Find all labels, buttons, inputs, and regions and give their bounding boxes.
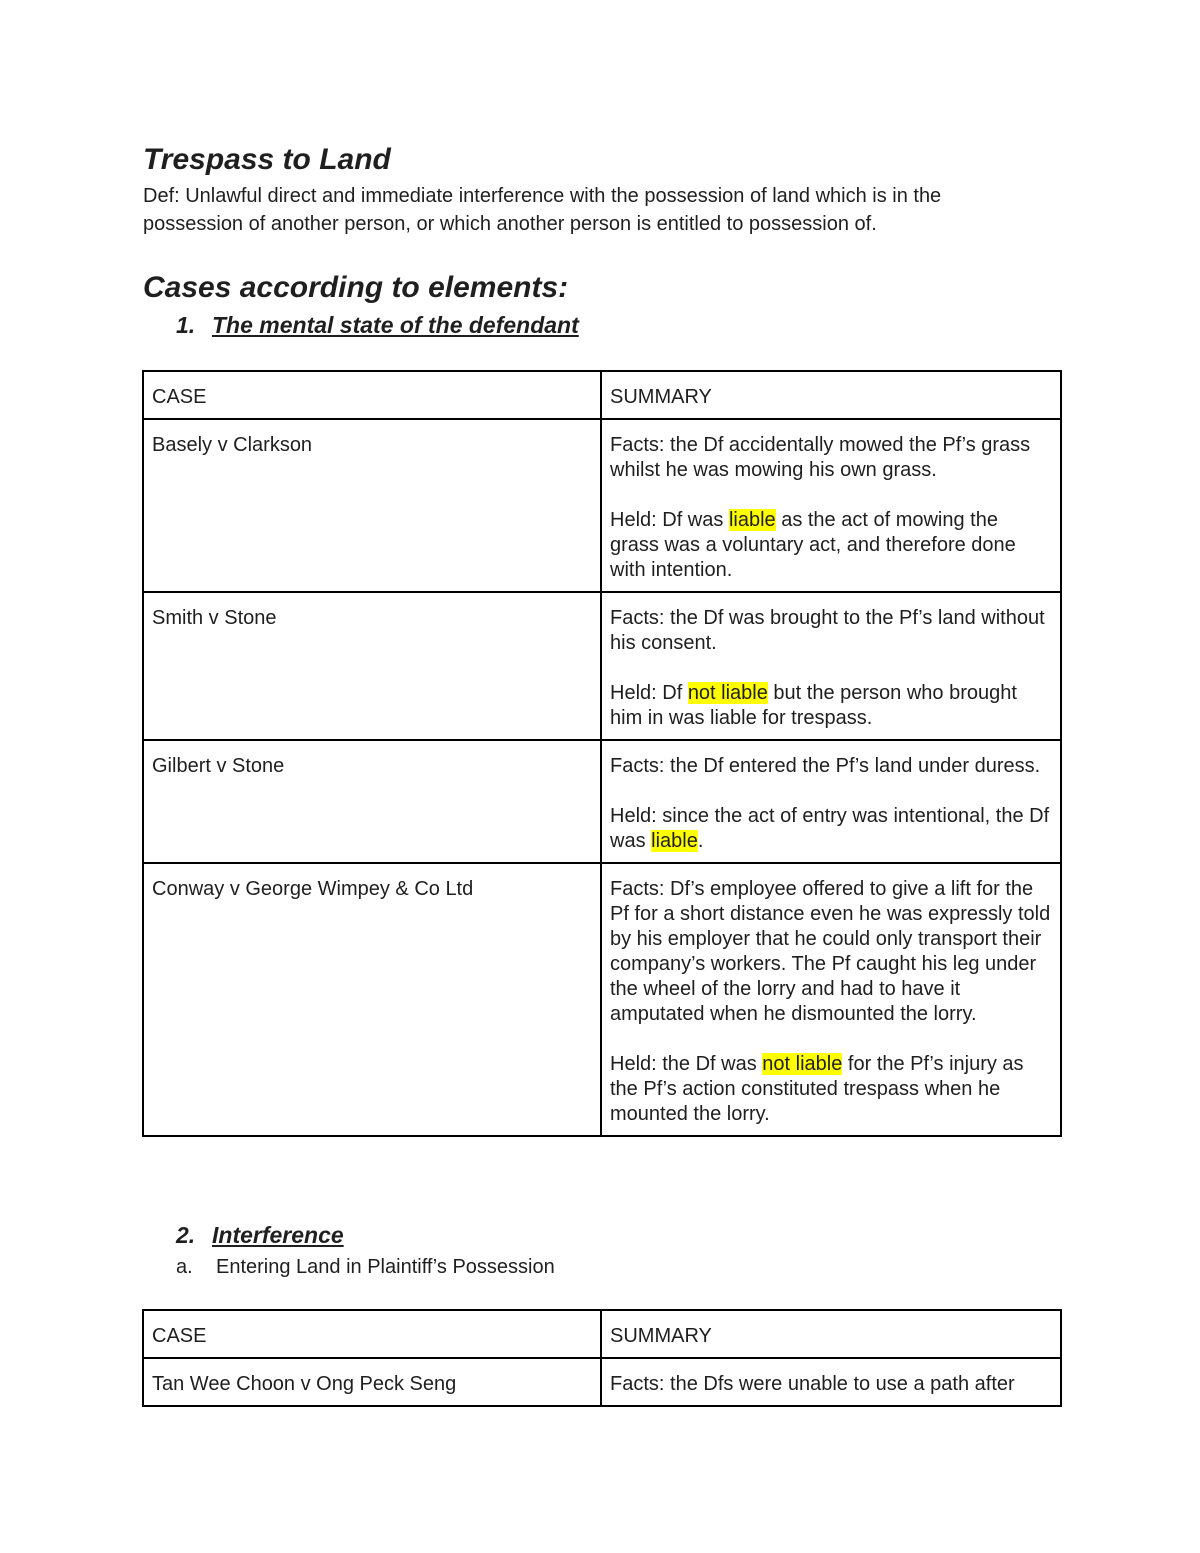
table-row	[143, 592, 1061, 740]
cases-table-interference	[142, 1309, 1062, 1407]
case-name: Basely v Clarkson	[143, 419, 601, 592]
case-summary	[601, 740, 1061, 863]
table-row	[143, 1358, 1061, 1406]
case-summary	[601, 592, 1061, 740]
element-1-label: The mental state of the defendant	[212, 312, 579, 338]
facts-text: Facts: the Df entered the Pf’s land under duress.	[610, 755, 1041, 777]
header-case: CASE	[143, 1310, 601, 1358]
held-suffix: but the person who brought him in was liable for trespass.	[610, 682, 1017, 729]
held-text	[610, 1052, 1052, 1127]
definition-text: Def: Unlawful direct and immediate interference with the possession of land which is in the possession of another person, or which another person is entitled to possession of.	[143, 185, 942, 235]
element-1-heading	[176, 310, 579, 340]
held-text	[610, 804, 1052, 854]
facts-text: Facts: Df’s employee offered to give a lift for the Pf for a short distance even he was expressly told by his employer that he could only transport their company’s workers. The Pf caught his leg under the wheel of the lorry and had to have it amputated when he dismounted the lorry.	[610, 878, 1051, 1025]
element-2-number: 2.	[176, 1222, 196, 1248]
facts-text: Facts: the Dfs were unable to use a path after	[610, 1373, 1015, 1395]
highlighted-verdict: not liable	[762, 1053, 843, 1075]
case-summary	[601, 863, 1061, 1136]
case-summary	[601, 1358, 1061, 1406]
held-suffix: as the act of mowing the grass was a voluntary act, and therefore done with intention.	[610, 509, 1016, 581]
held-prefix: Held: Df was	[610, 509, 729, 531]
element-1-number: 1.	[176, 312, 196, 338]
table-row	[143, 740, 1061, 863]
header-case: CASE	[143, 371, 601, 419]
element-2-label: Interference	[212, 1222, 344, 1248]
facts-text: Facts: the Df was brought to the Pf’s land without his consent.	[610, 607, 1045, 654]
held-suffix: .	[697, 830, 704, 852]
header-summary: SUMMARY	[601, 1310, 1061, 1358]
sub-item-a	[176, 1253, 555, 1281]
case-name: Gilbert v Stone	[143, 740, 601, 863]
table-header-row	[143, 1310, 1061, 1358]
held-suffix: for the Pf’s injury as the Pf’s action constituted trespass when he mounted the lorry.	[610, 1053, 1024, 1125]
cases-table-mental-state	[142, 370, 1062, 1137]
header-summary: SUMMARY	[601, 371, 1061, 419]
table-header-row	[143, 371, 1061, 419]
held-text	[610, 681, 1052, 731]
case-name: Conway v George Wimpey & Co Ltd	[143, 863, 601, 1136]
section-heading: Cases according to elements:	[143, 271, 569, 304]
highlighted-verdict: liable	[651, 830, 698, 852]
sub-item-label: Entering Land in Plaintiff’s Possession	[216, 1256, 555, 1278]
table-row	[143, 863, 1061, 1136]
held-prefix: Held: Df	[610, 682, 688, 704]
facts-text: Facts: the Df accidentally mowed the Pf’s grass whilst he was mowing his own grass.	[610, 434, 1031, 481]
case-name: Tan Wee Choon v Ong Peck Seng	[143, 1358, 601, 1406]
highlighted-verdict: liable	[728, 509, 776, 531]
case-name: Smith v Stone	[143, 592, 601, 740]
highlighted-verdict: not liable	[687, 682, 768, 704]
page-title: Trespass to Land	[143, 143, 391, 176]
held-prefix: Held: since the act of entry was intentional, the Df was	[610, 805, 1050, 852]
sub-item-letter: a.	[176, 1256, 193, 1278]
table-row	[143, 419, 1061, 592]
element-2-heading	[176, 1220, 344, 1250]
case-summary	[601, 419, 1061, 592]
held-prefix: Held: the Df was	[610, 1053, 763, 1075]
held-text	[610, 508, 1052, 583]
